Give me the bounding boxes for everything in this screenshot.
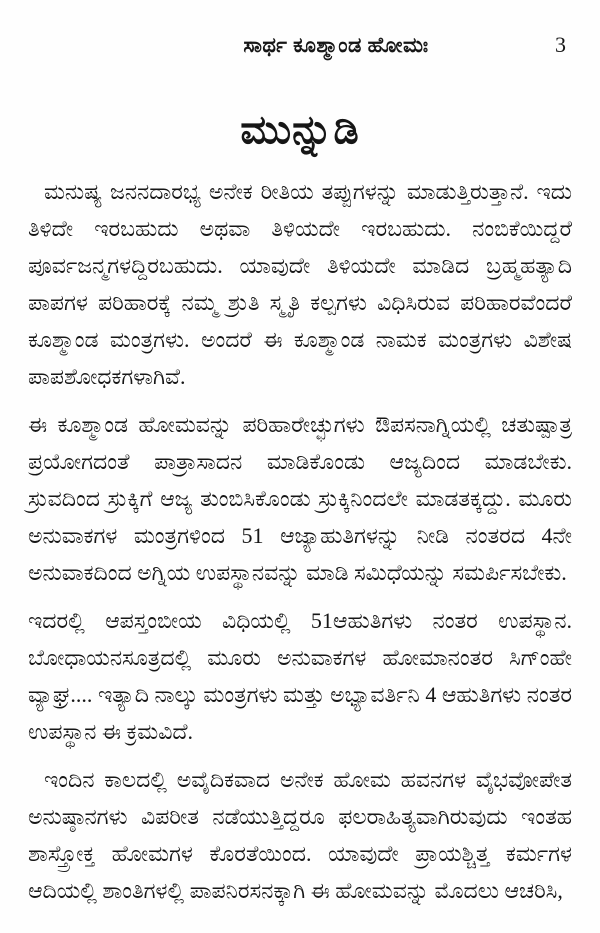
running-header-title: ಸಾರ್ಥ ಕೂಶ್ಮಾಂಡ ಹೋಮಃ	[243, 33, 429, 57]
body-text	[28, 173, 572, 909]
paragraph-3: ಇದರಲ್ಲಿ ಆಪಸ್ತಂಬೀಯ ವಿಧಿಯಲ್ಲಿ 51ಆಹುತಿಗಳು ನಂತರ ಉಪಸ್ಥಾನ. ಬೋಧಾಯನಸೂತ್ರದಲ್ಲಿ ಮೂರು ಅನುವಾಕಗಳ ಹೋಮಾನಂತರ ಸಿಗ್ಂಹೇ ವ್ಯಾಘ್ರ.... ಇತ್ಯಾದಿ ನಾಲ್ಕು ಮಂತ್ರಗಳು ಮತ್ತು ಅಭ್ಯಾವರ್ತಿನಿ 4 ಆಹುತಿಗಳು ನಂತರ ಉಪಸ್ಥಾನ ಈ ಕ್ರಮವಿದೆ.	[28, 608, 572, 744]
page-number: 3	[555, 32, 566, 57]
running-header	[28, 30, 572, 60]
section-title: ಮುನ್ನುಡಿ	[240, 107, 360, 152]
paragraph-4: ಇಂದಿನ ಕಾಲದಲ್ಲಿ ಅವೈದಿಕವಾದ ಅನೇಕ ಹೋಮ ಹವನಗಳ ವೈಭವೋಪೇತ ಅನುಷ್ಠಾನಗಳು ವಿಪರೀತ ನಡೆಯುತ್ತಿದ್ದರೂ ಫಲರಾಹಿತ್ಯವಾಗಿರುವುದು ಇಂತಹ ಶಾಸ್ತ್ರೋಕ್ತ ಹೋಮಗಳ ಕೊರತೆಯಿಂದ. ಯಾವುದೇ ಪ್ರಾಯಶ್ಚಿತ್ತ ಕರ್ಮಗಳ ಆದಿಯಲ್ಲಿ ಶಾಂತಿಗಳಲ್ಲಿ ಪಾಪನಿರಸನಕ್ಕಾಗಿ ಈ ಹೋಮವನ್ನು ಮೊದಲು ಆಚರಿಸಿ,	[28, 767, 572, 903]
paragraph-1: ಮನುಷ್ಯ ಜನನದಾರಭ್ಯ ಅನೇಕ ರೀತಿಯ ತಪ್ಪುಗಳನ್ನು ಮಾಡುತ್ತಿರುತ್ತಾನೆ. ಇದು ತಿಳಿದೇ ಇರಬಹುದು ಅಥವಾ ತಿಳಿಯದೇ ಇರಬಹುದು. ನಂಬಿಕೆಯಿದ್ದರೆ ಪೂರ್ವಜನ್ಮಗಳದ್ದಿರಬಹುದು. ಯಾವುದೇ ತಿಳಿಯದೇ ಮಾಡಿದ ಬ್ರಹ್ಮಹತ್ಯಾದಿ ಪಾಪಗಳ ಪರಿಹಾರಕ್ಕೆ ನಮ್ಮ ಶ್ರುತಿ ಸ್ಮೃತಿ ಕಲ್ಪಗಳು ವಿಧಿಸಿರುವ ಪರಿಹಾರವೆಂದರೆ ಕೂಶ್ಮಾಂಡ ಮಂತ್ರಗಳು. ಅಂದರೆ ಈ ಕೂಶ್ಮಾಂಡ ನಾಮಕ ಮಂತ್ರಗಳು ವಿಶೇಷ ಪಾಪಶೋಧಕಗಳಾಗಿವೆ.	[28, 179, 572, 389]
paragraph-2: ಈ ಕೂಶ್ಮಾಂಡ ಹೋಮವನ್ನು ಪರಿಹಾರೇಚ್ಛುಗಳು ಔಪಸನಾಗ್ನಿಯಲ್ಲಿ ಚತುಷ್ಪಾತ್ರ ಪ್ರಯೋಗದಂತೆ ಪಾತ್ರಾಸಾದನ ಮಾಡಿಕೊಂಡು ಆಜ್ಯದಿಂದ ಮಾಡಬೇಕು. ಸ್ರುವದಿಂದ ಸ್ರುಕ್ಕಿಗೆ ಆಜ್ಯ ತುಂಬಿಸಿಕೊಂಡು ಸ್ರುಕ್ಕಿನಿಂದಲೇ ಮಾಡತಕ್ಕದ್ದು. ಮೂರು ಅನುವಾಕಗಳ ಮಂತ್ರಗಳಿಂದ 51 ಆಜ್ಯಾಹುತಿಗಳನ್ನು ನೀಡಿ ನಂತರದ 4ನೇ ಅನುವಾಕದಿಂದ ಅಗ್ನಿಯ ಉಪಸ್ಥಾನವನ್ನು ಮಾಡಿ ಸಮಿಧೆಯನ್ನು ಸಮರ್ಪಿಸಬೇಕು.	[28, 412, 572, 585]
